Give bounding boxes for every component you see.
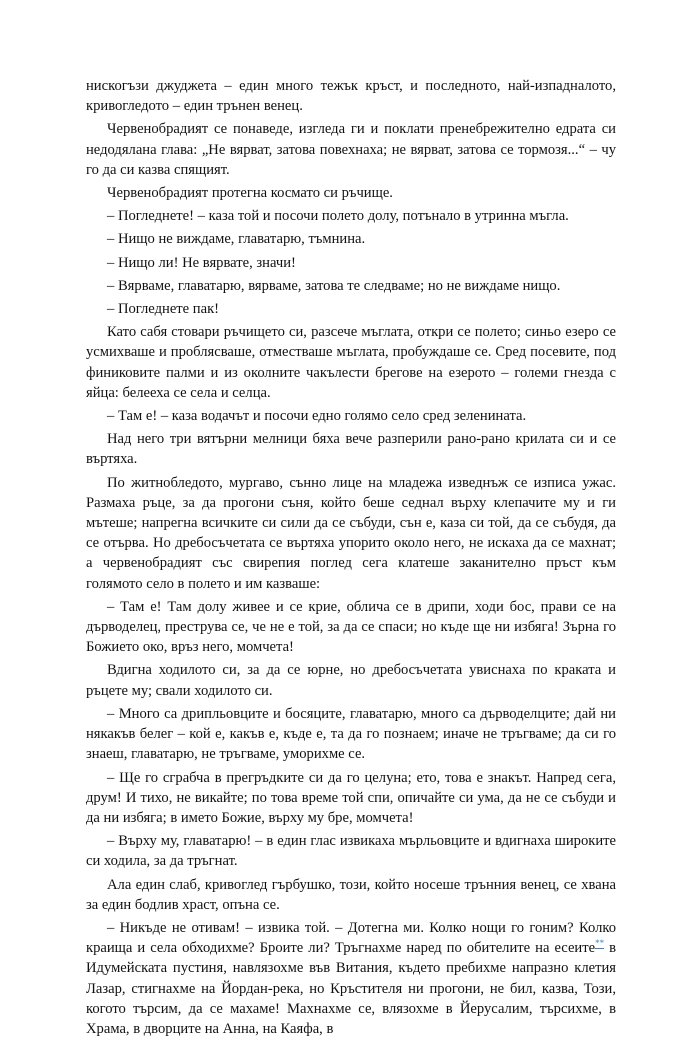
footnote-link[interactable]: ** [595,938,605,949]
paragraph-text-after-note: в Идумейската пустиня, навлязохме във Витания, където пребихме напразно клетия Лазар, стигнахме на Йордан-река, но Кръстителя ни прогони, не бил, казва, Този, когото търсим, да се махаме! Махнахме се, влязохме в Йерусалим, търсихме, в Храма, в дворците на Анна, на Каяфа, в [86,940,616,1037]
dialogue-line: – Ще го сграбча в прегръдките си да го целуна; ето, това е знакът. Напред сега, друм! И тихо, не викайте; по това време той спи, опичайте си ума, да не се събуди и да ни избяга; в името Божие, върху му бре, момчета! [86,769,616,826]
paragraph: Ала един слаб, кривоглед гърбушко, този, който носеше трънния венец, се хвана за един бодлив храст, опъна се. [86,876,616,913]
paragraph: Вдигна ходилото си, за да се юрне, но дребосъчетата увиснаха по краката и ръцете му; свали ходилото си. [86,662,616,699]
paragraph: Като сабя стовари ръчището си, разсече мъглата, откри се полето; синьо езеро се усмихваше и проблясваше, отместваше мъглата, пробуждаше се. Сред посевите, под финиковите палми и из околните чакълести брегове на езерото – големи гнезда с яйца: белееха се села и селца. [86,324,616,401]
dialogue-line: – Много са дрипльовците и босяците, главатарю, много са дърводелците; дай ни някакъв белег – кой е, какъв е, къде е, та да го познаем; иначе не тръгваме; да си го знаеш, главатарю, не тръгваме, уморихме се. [86,705,616,763]
paragraph: нискогъзи джуджета – един много тежък кръст, и последното, най-изпадналото, кривогледото – един трънен венец. [86,78,616,115]
dialogue-line: – Вярваме, главатарю, вярваме, затова те следваме; но не виждаме нищо. [107,277,561,294]
paragraph: По житнобледото, мургаво, сънно лице на младежа изведнъж се изписа ужас. Размаха ръце, за да прогони съня, който беше седнал върху клепачите му и ги мътеше; напрегна всичките си сили да се събуди, сън е, каза си той, да се събудя, да се отърва. Но дребосъчетата се въртяха упорито около него, не искаха да се махнат; а червенобрадият със свирепия поглед сега клатеше заканително пръст към голямото село в полето и им казваше: [86,474,616,592]
dialogue-line: – Нищо ли! Не вярвате, значи! [107,254,296,271]
dialogue-line [86,918,616,1039]
paragraph: Червенобрадият протегна космато си ръчище. [107,185,393,202]
dialogue-line: – Върху му, главатарю! – в един глас извикаха мърльовците и вдигнаха широките си ходила, за да тръгнат. [86,833,616,870]
book-page [86,76,616,1042]
dialogue-line: – Погледнете пак! [107,301,220,318]
dialogue-line: – Там е! Там долу живее и се крие, облича се в дрипи, ходи бос, прави се на дърводелец, преструва се, че не е той, за да се спаси; но къде ще ни избяга! Зърна го Божието око, връз него, момчета! [86,598,616,656]
paragraph: Над него три вятърни мелници бяха вече разперили рано-рано крилата си и се въртяха. [86,431,616,468]
paragraph: Червенобрадият се понаведе, изгледа ги и поклати пренебрежително едрата си недодялана глава: „Не вярват, затова повехнаха; не вярват, затова се тормозя...“ – чу го да си казва спящият. [86,121,616,178]
dialogue-line: – Нищо не виждаме, главатарю, тъмнина. [107,231,366,248]
dialogue-line: – Погледнете! – каза той и посочи полето долу, потънало в утринна мъгла. [107,208,569,225]
dialogue-line: – Там е! – каза водачът и посочи едно голямо село сред зеленината. [107,408,527,425]
paragraph-text-before-note: – Никъде не отивам! – извика той. – Дотегна ми. Колко нощи го гоним? Колко краища и села обходихме? Броите ли? Тръгнахме наред по обителите на есеите [86,919,616,957]
